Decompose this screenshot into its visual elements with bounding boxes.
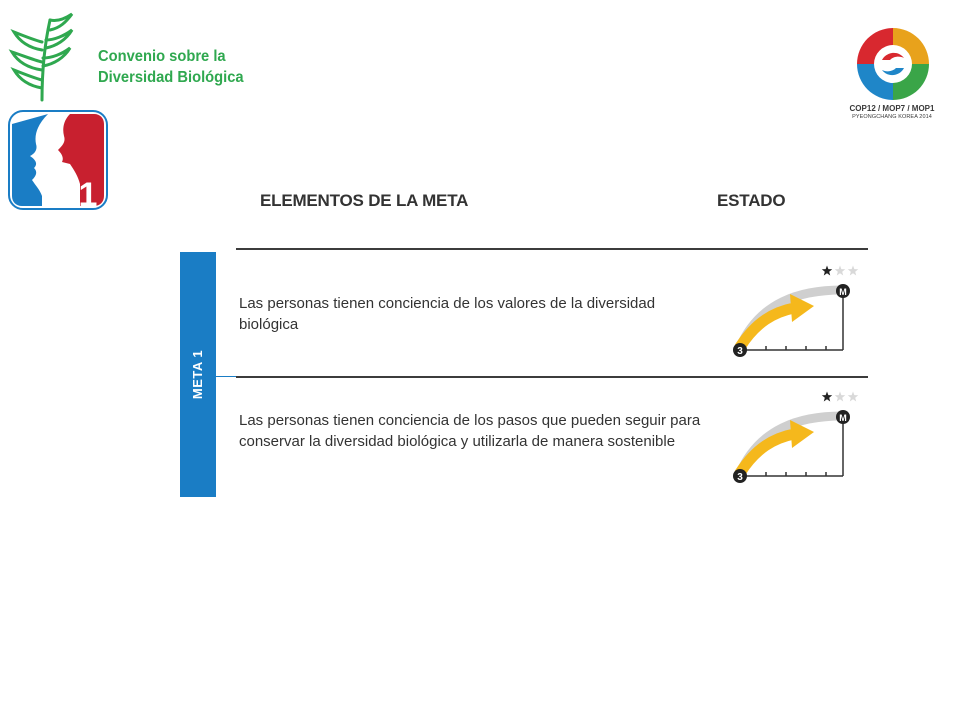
target-number: 1: [78, 176, 98, 210]
star-empty-icon: [848, 392, 858, 402]
cbd-name-line2: Diversidad Biológica: [98, 69, 244, 86]
goal-label: META 1: [190, 349, 206, 400]
table-divider-middle: [236, 376, 868, 378]
aichi-target-1-icon: [8, 110, 108, 210]
table-divider-top: [236, 248, 868, 250]
column-header-elements: ELEMENTOS DE LA META: [260, 191, 469, 210]
rating-stars: [822, 266, 858, 276]
goal-divider-tick: [216, 376, 236, 377]
cbd-leaf-logo-icon: [6, 12, 76, 102]
star-empty-icon: [835, 392, 845, 402]
star-empty-icon: [835, 266, 845, 276]
cbd-name: [98, 46, 244, 88]
status-gauge-1: [730, 262, 865, 362]
star-filled-icon: [822, 266, 832, 276]
status-gauge-2: [730, 388, 865, 488]
cbd-name-line1: Convenio sobre la: [98, 48, 226, 65]
gauge-start-label: 3: [737, 346, 743, 357]
cop-location: PYEONGCHANG KOREA 2014: [852, 114, 932, 120]
cop12-swirl-logo-icon: [852, 24, 934, 104]
gauge-end-label: M: [839, 413, 847, 423]
star-filled-icon: [822, 392, 832, 402]
goal-label-container: [180, 252, 216, 497]
goal-element-2-text: Las personas tienen conciencia de los pasos que pueden seguir para conservar la diversidad biológica y utilizarla de manera sostenible: [239, 412, 701, 450]
gauge-end-label: M: [839, 287, 847, 297]
column-header-status: ESTADO: [717, 191, 786, 210]
star-empty-icon: [848, 266, 858, 276]
rating-stars: [822, 392, 858, 402]
goal-element-1-text: Las personas tienen conciencia de los valores de la diversidad biológica: [239, 295, 656, 333]
gauge-start-label: 3: [737, 472, 743, 483]
cop-title: COP12 / MOP7 / MOP1: [849, 104, 935, 113]
